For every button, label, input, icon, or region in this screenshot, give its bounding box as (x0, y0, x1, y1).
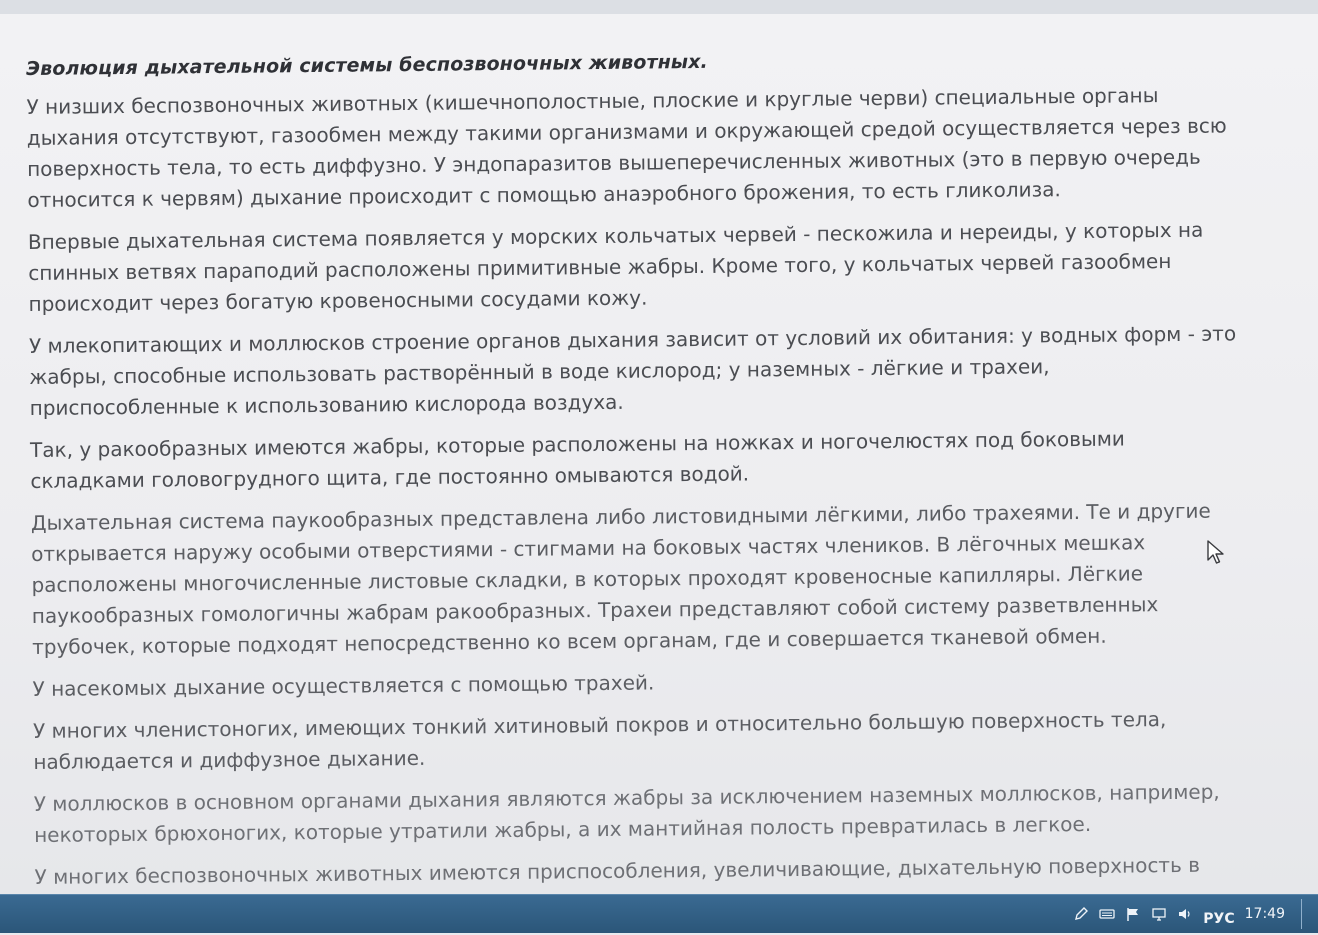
browser-top-bar (0, 0, 1318, 15)
volume-icon[interactable] (1177, 906, 1193, 922)
document-area (0, 14, 1318, 894)
document-title: Эволюция дыхательной системы беспозвоночных животных. (26, 50, 708, 80)
network-icon[interactable] (1151, 906, 1167, 922)
paragraph-arthropods: У многих членистоногих, имеющих тонкий хитиновый покров и относительно большую поверхность тела, наблюдается и диффузное дыхание. (32, 707, 1167, 774)
pen-icon[interactable] (1073, 906, 1089, 922)
clock[interactable] (1245, 906, 1285, 922)
mouse-pointer-icon (1207, 540, 1225, 566)
paragraph-arachnids: Дыхательная система паукообразных представлена либо листовидными лёгкими, либо трахеями. Те и другие открывается наружу особыми отверстиями - стигмами на боковых частях члеников. В лёгочных мешках расположены многочисленные листовые складки, в которых проходят кровеносные капилляры. Лёгкие паукообразных гомологичны жабрам ракообразных. Трахеи представляют собой систему разветвленных трубочек, которые подходят непосредственно ко всем органам, где и совершается тканевой обмен. (30, 498, 1211, 659)
paragraph-annelids: Впервые дыхательная система появляется у морских кольчатых червей - пескожила и нереиды, у которых на спинных ветвях параподий расположены примитивные жабры. Кроме того, у кольчатых червей газообмен происходит через богатую кровеносными сосудами кожу. (27, 217, 1204, 316)
paragraph-insects: У насекомых дыхание осуществляется с помощью трахей. (32, 670, 655, 701)
paragraph-molluscs: У моллюсков в основном органами дыхания являются жабры за исключением наземных моллюсков, например, некоторых брюхоногих, которые утратили жабры, а их мантийная полость превратилась в легкое. (33, 779, 1220, 847)
show-desktop-button[interactable] (1301, 899, 1310, 929)
paragraph-habitat: У млекопитающих и моллюсков строение органов дыхания зависит от условий их обитания: у водных форм - это жабры, способные использовать растворённый в воде кислород; у наземных - лёгкие и трахеи, приспособленные к использованию кислорода воздуха. (28, 321, 1237, 420)
paragraph-specialized-organs: У многих беспозвоночных животных имеются приспособления, увеличивающие, дыхательную поверхность в (34, 852, 1201, 889)
keyboard-icon[interactable] (1099, 906, 1115, 922)
taskbar (0, 894, 1318, 933)
document-content (26, 45, 1250, 935)
flag-icon[interactable] (1125, 906, 1141, 922)
paragraph-crustaceans: Так, у ракообразных имеются жабры, которые расположены на ножках и ногочелюстях под боковыми складками головогрудного щита, где постоянно омываются водой. (29, 426, 1125, 493)
language-indicator[interactable]: РУС (1203, 911, 1235, 927)
system-tray (1073, 895, 1310, 933)
paragraph-lower-invertebrates: У низших беспозвоночных животных (кишечнополостные, плоские и круглые черви) специальные органы дыхания отсутствуют, газообмен между такими организмами и окружающей средой осуществляется через всю поверхность тела, то есть диффузно. У эндопаразитов вышеперечисленных животных (это в первую очередь относится к червям) дыхание происходит с помощью анаэробного брожения, то есть гликолиза. (26, 83, 1227, 212)
clock-time: 17:49 (1244, 906, 1285, 922)
